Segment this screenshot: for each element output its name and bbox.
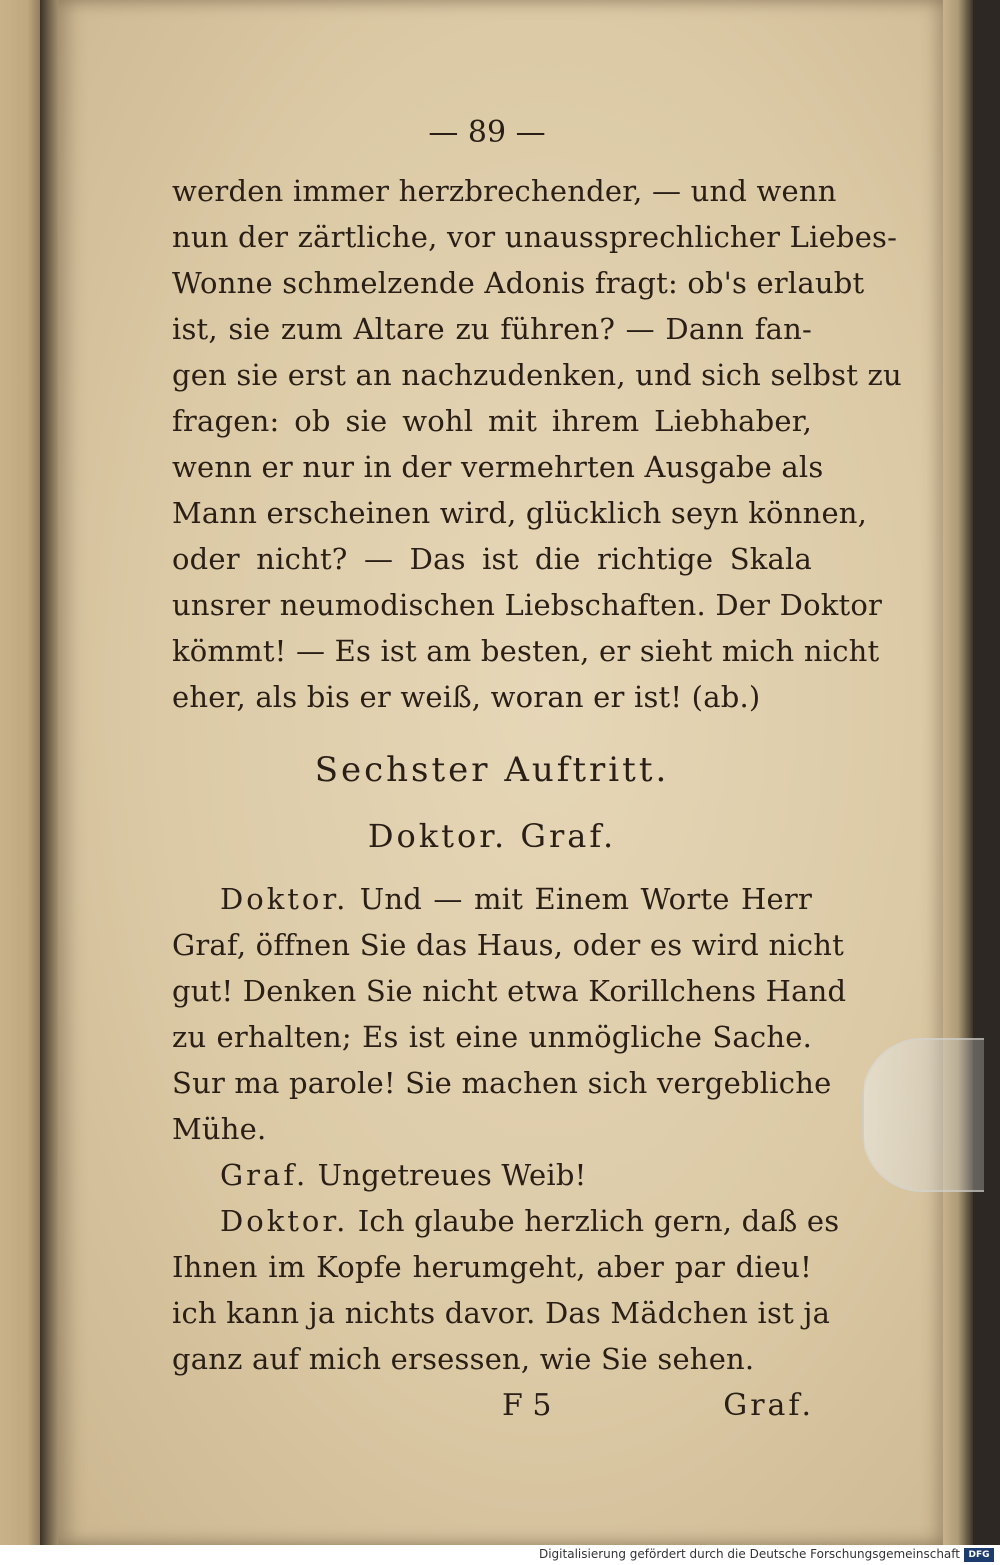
page-text — [172, 110, 902, 1438]
speech-text: Ich glaube herzlich gern, daß es — [357, 1204, 840, 1238]
dfg-logo-icon: DFG — [964, 1548, 994, 1562]
speaker-name: Graf. — [220, 1158, 309, 1192]
signature-mark: F 5 — [502, 1388, 552, 1423]
text-line: zu erhalten; Es ist eine unmögliche Sache. — [172, 1020, 812, 1054]
text-line: ganz auf mich ersessen, wie Sie sehen. — [172, 1342, 755, 1376]
text-line: eher, als bis er weiß, woran er ist! (ab.) — [172, 680, 761, 714]
speech-text: Ungetreues Weib! — [317, 1158, 587, 1192]
text-line: gut! Denken Sie nicht etwa Korillchens Hand — [172, 974, 847, 1008]
text-line: ich kann ja nichts davor. Das Mädchen ist ja — [172, 1296, 831, 1330]
text-line: gen sie erst an nachzudenken, und sich selbst zu — [172, 358, 902, 392]
funding-text: Digitalisierung gefördert durch die Deutsche Forschungsgemeinschaft — [538, 1547, 960, 1561]
page-clip — [862, 1038, 984, 1192]
scene-heading: Sechster Auftritt. — [314, 750, 670, 790]
speaker-name: Doktor. — [220, 882, 349, 916]
text-line — [172, 1152, 812, 1198]
text-line — [172, 1198, 840, 1244]
page-number: — 89 — — [428, 115, 546, 150]
speech-text: Und — mit Einem Worte Herr — [359, 882, 813, 916]
speech-graf — [172, 1152, 812, 1198]
text-line: Ihnen im Kopfe herumgeht, aber par dieu! — [172, 1250, 812, 1284]
speaker-name: Doktor. — [220, 1204, 349, 1238]
text-line: nun der zärtliche, vor unaussprechlicher Liebes- — [172, 220, 898, 254]
scene-characters: Doktor. Graf. — [367, 817, 617, 855]
text-line: Mühe. — [172, 1112, 267, 1146]
text-line: wenn er nur in der vermehrten Ausgabe als — [172, 450, 824, 484]
page-stack-edge — [943, 0, 973, 1545]
text-line: fragen: ob sie wohl mit ihrem Liebhaber, — [172, 404, 812, 438]
text-line: Sur ma parole! Sie machen sich vergebliche — [172, 1066, 832, 1100]
catchword: Graf. — [723, 1388, 814, 1423]
text-line: ist, sie zum Altare zu führen? — Dann fan- — [172, 312, 812, 346]
text-line: kömmt! — Es ist am besten, er sieht mich nicht — [172, 634, 880, 668]
speech-doktor-1 — [172, 876, 847, 1152]
speech-doktor-2 — [172, 1198, 840, 1382]
paragraph-top — [172, 168, 902, 720]
text-line: unsrer neumodischen Liebschaften. Der Doktor — [172, 588, 883, 622]
page-footer — [172, 1388, 812, 1438]
text-line: werden immer herzbrechender, — und wenn — [172, 174, 837, 208]
text-line: oder nicht? — Das ist die richtige Skala — [172, 542, 812, 576]
text-line: Mann erscheinen wird, glücklich seyn können, — [172, 496, 868, 530]
funding-banner — [0, 1545, 1000, 1565]
text-line: Wonne schmelzende Adonis fragt: ob's erlaubt — [172, 266, 865, 300]
text-line: Graf, öffnen Sie das Haus, oder es wird nicht — [172, 928, 844, 962]
text-line — [172, 876, 812, 922]
